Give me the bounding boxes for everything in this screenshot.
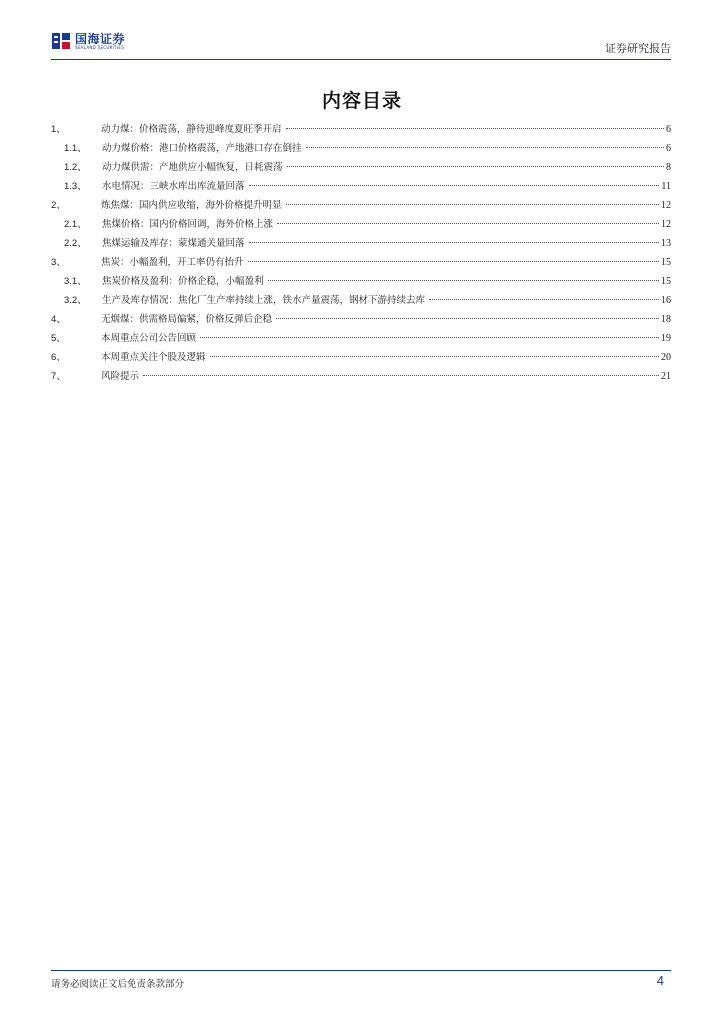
toc-dot-leader (306, 147, 664, 148)
toc-entry-title[interactable]: 焦煤价格：国内价格回调，海外价格上涨 (102, 219, 274, 230)
toc-dot-leader (429, 299, 659, 300)
toc-dot-leader (249, 242, 659, 243)
toc-entry[interactable] (51, 348, 671, 367)
sealand-logo-icon (51, 31, 71, 51)
toc-entry-number: 1.1、 (64, 143, 87, 154)
toc-entry-title[interactable]: 焦炭价格及盈利：价格企稳，小幅盈利 (102, 276, 264, 287)
toc-entry-page: 8 (666, 162, 671, 173)
toc-dot-leader (210, 356, 659, 357)
toc-dot-leader (286, 128, 664, 129)
footer-disclaimer: 请务必阅读正文后免责条款部分 (51, 979, 185, 990)
toc-entry-page: 6 (666, 124, 671, 135)
toc-entry-page: 16 (661, 295, 671, 306)
toc-entry-number: 4、 (51, 314, 66, 325)
toc-entry[interactable] (51, 367, 671, 386)
toc-entry[interactable] (51, 177, 671, 196)
toc-entry-title[interactable]: 动力煤价格：港口价格震荡，产地港口存在倒挂 (102, 143, 302, 154)
toc-entry[interactable] (51, 196, 671, 215)
toc-entry-number: 3、 (51, 257, 66, 268)
footer-divider (51, 970, 671, 971)
toc-entry-page: 12 (661, 219, 671, 230)
toc-entry-number: 5、 (51, 333, 66, 344)
toc-entry-title[interactable]: 本周重点关注个股及逻辑 (101, 352, 206, 363)
logo-chinese-text: 国海证券 (75, 32, 126, 46)
toc-entry-number: 1、 (51, 124, 66, 135)
toc-entry[interactable] (51, 329, 671, 348)
toc-entry[interactable] (51, 310, 671, 329)
toc-entry-title[interactable]: 炼焦煤：国内供应收缩，海外价格提升明显 (101, 200, 282, 211)
toc-entry-page: 18 (661, 314, 671, 325)
toc-entry-number: 6、 (51, 352, 66, 363)
logo-english-text: SEALAND SECURITIES (75, 45, 125, 50)
toc-dot-leader (143, 375, 659, 376)
toc-entry-title[interactable]: 本周重点公司公告回顾 (101, 333, 197, 344)
toc-entry[interactable] (51, 120, 671, 139)
toc-dot-leader (268, 280, 659, 281)
toc-entry-page: 6 (666, 143, 671, 154)
table-of-contents (51, 120, 671, 386)
header-divider (51, 59, 671, 60)
toc-dot-leader (287, 166, 664, 167)
toc-dot-leader (277, 223, 659, 224)
toc-entry-number: 7、 (51, 371, 66, 382)
toc-dot-leader (248, 261, 659, 262)
toc-entry[interactable] (51, 291, 671, 310)
toc-entry-number: 2.1、 (64, 219, 87, 230)
toc-entry-page: 11 (661, 181, 671, 192)
toc-entry-number: 3.2、 (64, 295, 87, 306)
toc-entry-page: 19 (661, 333, 671, 344)
page-header (51, 30, 671, 60)
toc-entry-number: 3.1、 (64, 276, 87, 287)
toc-entry-page: 12 (661, 200, 671, 211)
toc-entry-page: 15 (661, 276, 671, 287)
toc-dot-leader (276, 318, 659, 319)
toc-entry[interactable] (51, 158, 671, 177)
toc-dot-leader (286, 204, 659, 205)
toc-entry-title[interactable]: 风险提示 (101, 371, 140, 382)
toc-entry-title[interactable]: 动力煤：价格震荡，静待迎峰度夏旺季开启 (101, 124, 282, 135)
toc-entry-page: 13 (661, 238, 671, 249)
toc-title: 内容目录 (321, 90, 402, 112)
toc-entry-title[interactable]: 水电情况：三峡水库出库流量回落 (102, 181, 245, 192)
toc-entry[interactable] (51, 215, 671, 234)
toc-entry-title[interactable]: 焦炭：小幅盈利，开工率仍有抬升 (101, 257, 244, 268)
toc-entry-title[interactable]: 动力煤供需：产地供应小幅恢复，日耗震荡 (102, 162, 283, 173)
toc-dot-leader (249, 185, 660, 186)
toc-entry-number: 1.2、 (64, 162, 87, 173)
toc-entry-page: 21 (661, 371, 671, 382)
toc-entry-number: 2.2、 (64, 238, 87, 249)
page-number: 4 (656, 973, 664, 988)
toc-entry[interactable] (51, 234, 671, 253)
toc-entry[interactable] (51, 272, 671, 291)
toc-entry-number: 1.3、 (64, 181, 87, 192)
toc-entry-page: 15 (661, 257, 671, 268)
toc-entry-page: 20 (661, 352, 671, 363)
toc-entry-title[interactable]: 生产及库存情况：焦化厂生产率持续上涨，铁水产量震荡，钢材下游持续去库 (102, 295, 426, 306)
toc-entry-title[interactable]: 焦煤运输及库存：蒙煤通关量回落 (102, 238, 245, 249)
toc-dot-leader (200, 337, 659, 338)
document-type-label: 证券研究报告 (605, 42, 671, 55)
toc-entry[interactable] (51, 139, 671, 158)
toc-entry-title[interactable]: 无烟煤：供需格局偏紧，价格反弹后企稳 (101, 314, 273, 325)
toc-entry[interactable] (51, 253, 671, 272)
toc-entry-number: 2、 (51, 200, 66, 211)
